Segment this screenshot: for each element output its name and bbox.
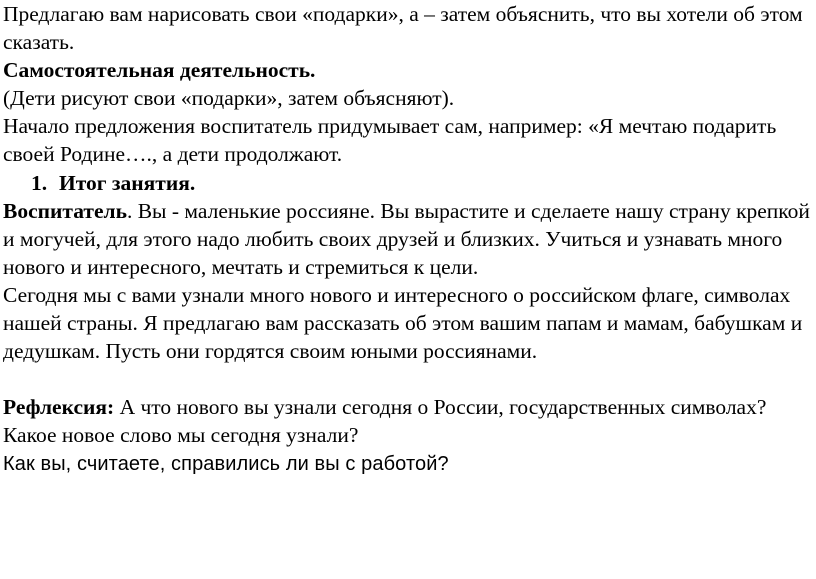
teacher-text: . Вы - маленькие россияне. Вы вырастите и сделаете нашу страну крепкой и могучей, для этого надо любить своих друзей и близких. Учиться и узнавать много нового и интересного, мечтать и стремиться к цели. [3,198,810,279]
numbered-heading-lesson-summary [3,169,813,197]
new-word-question: Какое новое слово мы сегодня узнали? [3,423,359,448]
reflection-text: А что нового вы узнали сегодня о России, государственных символах? [114,395,767,420]
document-page [3,0,813,478]
blank-line [3,365,813,393]
list-number: 1. [31,170,48,195]
teacher-lead: Воспитатель [3,198,127,223]
reflection-paragraph [3,393,813,421]
self-assessment-question: Как вы, считаете, справились ли вы с работой? [3,452,449,475]
intro-paragraph: Предлагаю вам нарисовать свои «подарки», а – затем объяснить, что вы хотели об этом сказать. [3,2,803,55]
section-heading-independent-activity: Самостоятельная деятельность. [3,58,316,83]
teacher-paragraph [3,197,813,281]
reflection-lead: Рефлексия: [3,395,115,420]
sentence-start-paragraph: Начало предложения воспитатель придумывает сам, например: «Я мечтаю подарить своей Родине…., а дети продолжают. [3,114,777,167]
list-heading-text: Итог занятия. [59,170,196,195]
children-activity-paragraph: (Дети рисуют свои «подарки», затем объясняют). [3,86,455,111]
today-paragraph: Сегодня мы с вами узнали много нового и интересного о российском флаге, символах нашей страны. Я предлагаю вам рассказать об этом вашим папам и мамам, бабушкам и дедушкам. Пусть они гордятся своим юными россиянами. [3,282,803,364]
